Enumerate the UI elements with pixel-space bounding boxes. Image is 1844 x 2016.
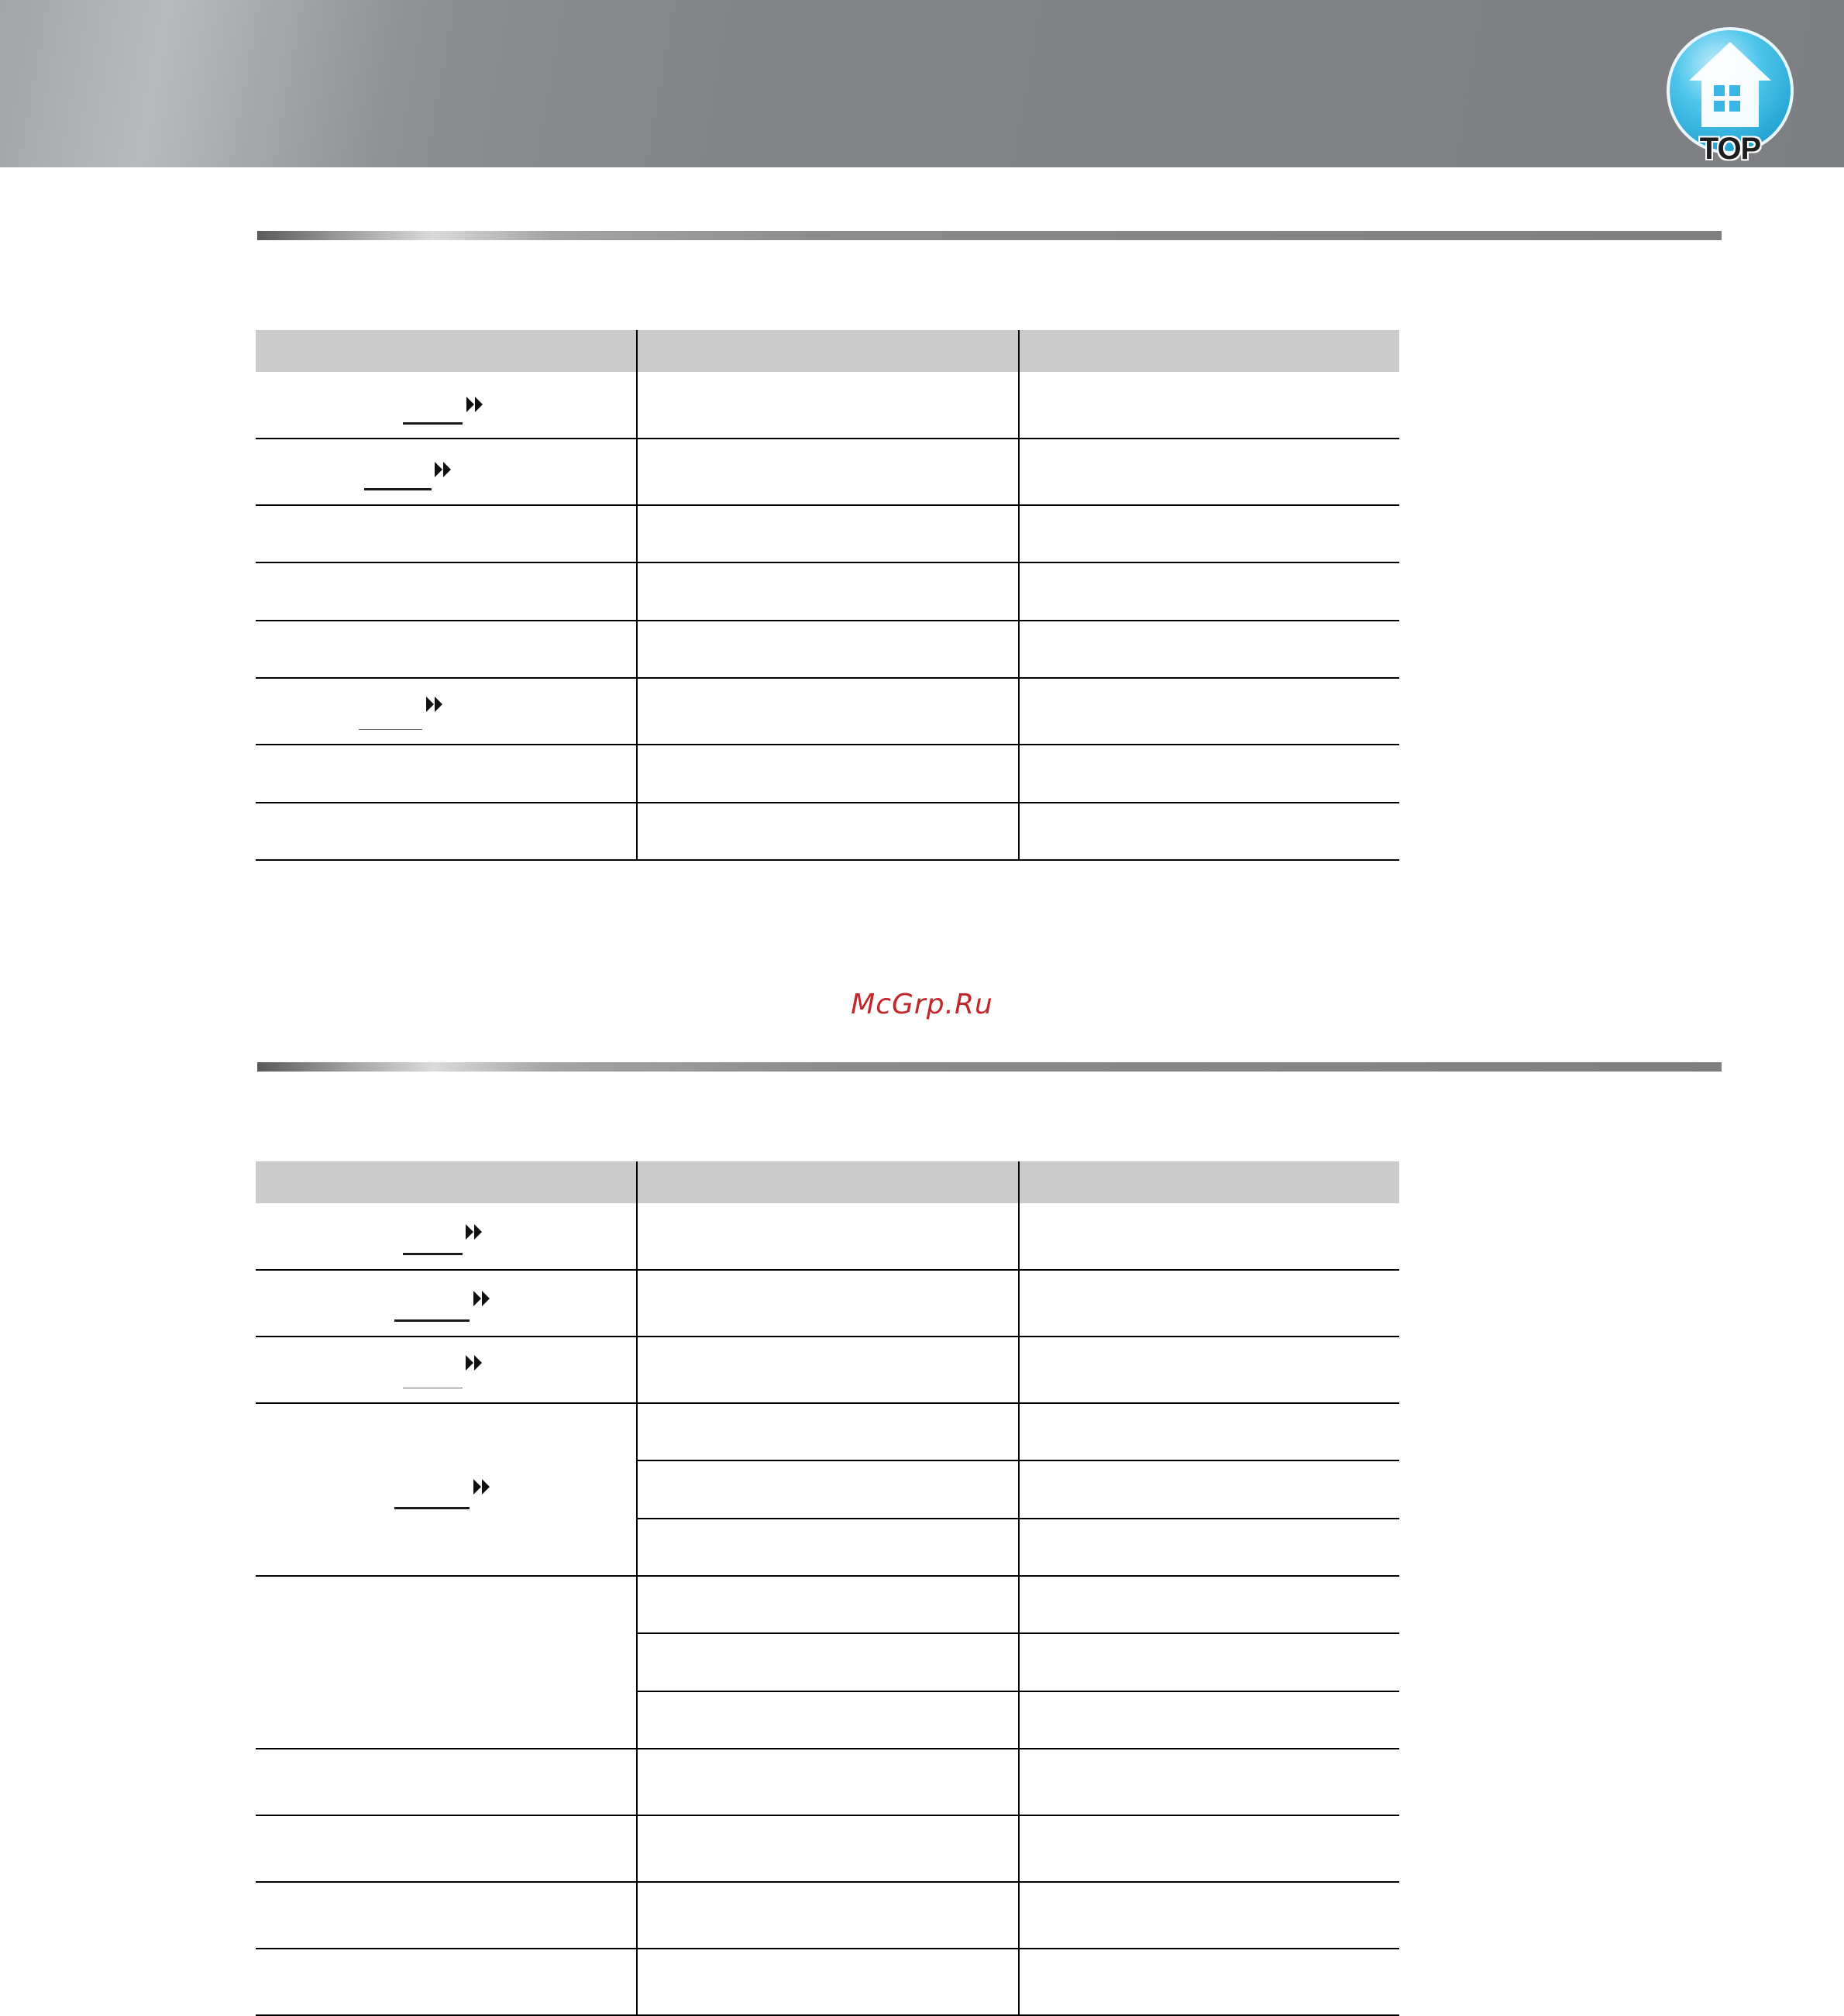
header-cell: [636, 330, 1018, 372]
table-2: [256, 1161, 1399, 2015]
header-cell: [1018, 1161, 1399, 1203]
header-cell: [1018, 330, 1399, 372]
reference-link[interactable]: [359, 729, 422, 730]
table-row: [256, 505, 1399, 562]
table-cell: [636, 1882, 1018, 1949]
header-cell: [256, 330, 636, 372]
section-divider-2: [257, 1062, 1722, 1072]
sub-row-divider: [636, 1632, 1399, 1634]
table-cell: [256, 745, 636, 803]
reference-link[interactable]: [394, 1507, 470, 1509]
table-row: [256, 1270, 1399, 1337]
table-row: [256, 678, 1399, 745]
table-row: [256, 803, 1399, 860]
double-arrow-right-icon[interactable]: [472, 1289, 492, 1308]
table-cell: [636, 1576, 1018, 1749]
table-cell: [1018, 1882, 1399, 1949]
table-cell: [1018, 745, 1399, 803]
reference-link[interactable]: [394, 1319, 470, 1322]
table-cell: [636, 745, 1018, 803]
table-row: [256, 1337, 1399, 1403]
top-button-label: TOP: [1699, 132, 1761, 166]
double-arrow-right-icon[interactable]: [465, 395, 485, 414]
table-row: [256, 562, 1399, 621]
header-cell: [636, 1161, 1018, 1203]
table-row: [256, 1949, 1399, 2015]
double-arrow-right-icon[interactable]: [464, 1354, 484, 1372]
table-cell: [636, 1949, 1018, 2015]
table-cell: [636, 1337, 1018, 1403]
table-row: [256, 372, 1399, 439]
table-cell: [256, 372, 636, 439]
table-row: [256, 621, 1399, 678]
table-cell: [1018, 372, 1399, 439]
table-cell: [636, 678, 1018, 745]
table-cell: [1018, 1270, 1399, 1337]
table-cell: [636, 372, 1018, 439]
table-cell: [256, 1949, 636, 2015]
table-cell: [256, 1403, 636, 1576]
table-cell: [256, 1270, 636, 1337]
reference-link[interactable]: [403, 1253, 463, 1255]
table-cell: [256, 505, 636, 562]
table-row: [256, 1203, 1399, 1270]
table-cell: [636, 803, 1018, 860]
row-divider: [256, 859, 1399, 861]
table-cell: [636, 1815, 1018, 1882]
table-row: [256, 1749, 1399, 1815]
double-arrow-right-icon[interactable]: [464, 1223, 484, 1241]
sub-row-divider: [636, 1691, 1399, 1692]
table-cell: [636, 505, 1018, 562]
sub-row-divider: [636, 1460, 1399, 1461]
header-banner: [0, 0, 1844, 167]
reference-link[interactable]: [364, 488, 432, 490]
reference-link[interactable]: [403, 422, 463, 425]
table-cell: [256, 1203, 636, 1270]
table-cell: [1018, 621, 1399, 678]
sub-row-divider: [636, 1518, 1399, 1519]
table-cell: [636, 621, 1018, 678]
table-cell: [636, 562, 1018, 621]
table-row: [256, 745, 1399, 803]
table-cell: [1018, 1749, 1399, 1815]
table-cell: [256, 1337, 636, 1403]
double-arrow-right-icon[interactable]: [425, 695, 445, 714]
table-row: [256, 1882, 1399, 1949]
double-arrow-right-icon[interactable]: [433, 460, 453, 479]
table-cell: [1018, 1203, 1399, 1270]
table-row-group: [256, 1576, 1399, 1749]
watermark-text: McGrp.Ru: [851, 989, 993, 1020]
table-cell: [1018, 803, 1399, 860]
top-button[interactable]: [1664, 25, 1796, 164]
table-cell: [256, 1576, 636, 1749]
header-cell: [256, 1161, 636, 1203]
table-cell: [256, 1815, 636, 1882]
table-cell: [1018, 1403, 1399, 1576]
table-cell: [1018, 1576, 1399, 1749]
table-cell: [636, 1270, 1018, 1337]
double-arrow-right-icon[interactable]: [472, 1478, 492, 1496]
table-cell: [256, 562, 636, 621]
table-cell: [1018, 505, 1399, 562]
table-cell: [1018, 678, 1399, 745]
table-header-row: [256, 330, 1399, 372]
table-cell: [636, 439, 1018, 505]
table-cell: [1018, 1337, 1399, 1403]
table-cell: [256, 678, 636, 745]
table-cell: [1018, 439, 1399, 505]
section-divider-1: [257, 231, 1722, 240]
table-cell: [636, 1749, 1018, 1815]
table-row: [256, 439, 1399, 505]
table-row: [256, 1815, 1399, 1882]
table-1: [256, 330, 1399, 860]
table-cell: [636, 1203, 1018, 1270]
table-cell: [256, 803, 636, 860]
table-cell: [256, 1749, 636, 1815]
table-cell: [256, 621, 636, 678]
table-cell: [1018, 1815, 1399, 1882]
table-cell: [1018, 1949, 1399, 2015]
table-cell: [1018, 562, 1399, 621]
table-cell: [636, 1403, 1018, 1576]
table-cell: [256, 1882, 636, 1949]
table-row-group: [256, 1403, 1399, 1576]
table-header-row: [256, 1161, 1399, 1203]
table-cell: [256, 439, 636, 505]
